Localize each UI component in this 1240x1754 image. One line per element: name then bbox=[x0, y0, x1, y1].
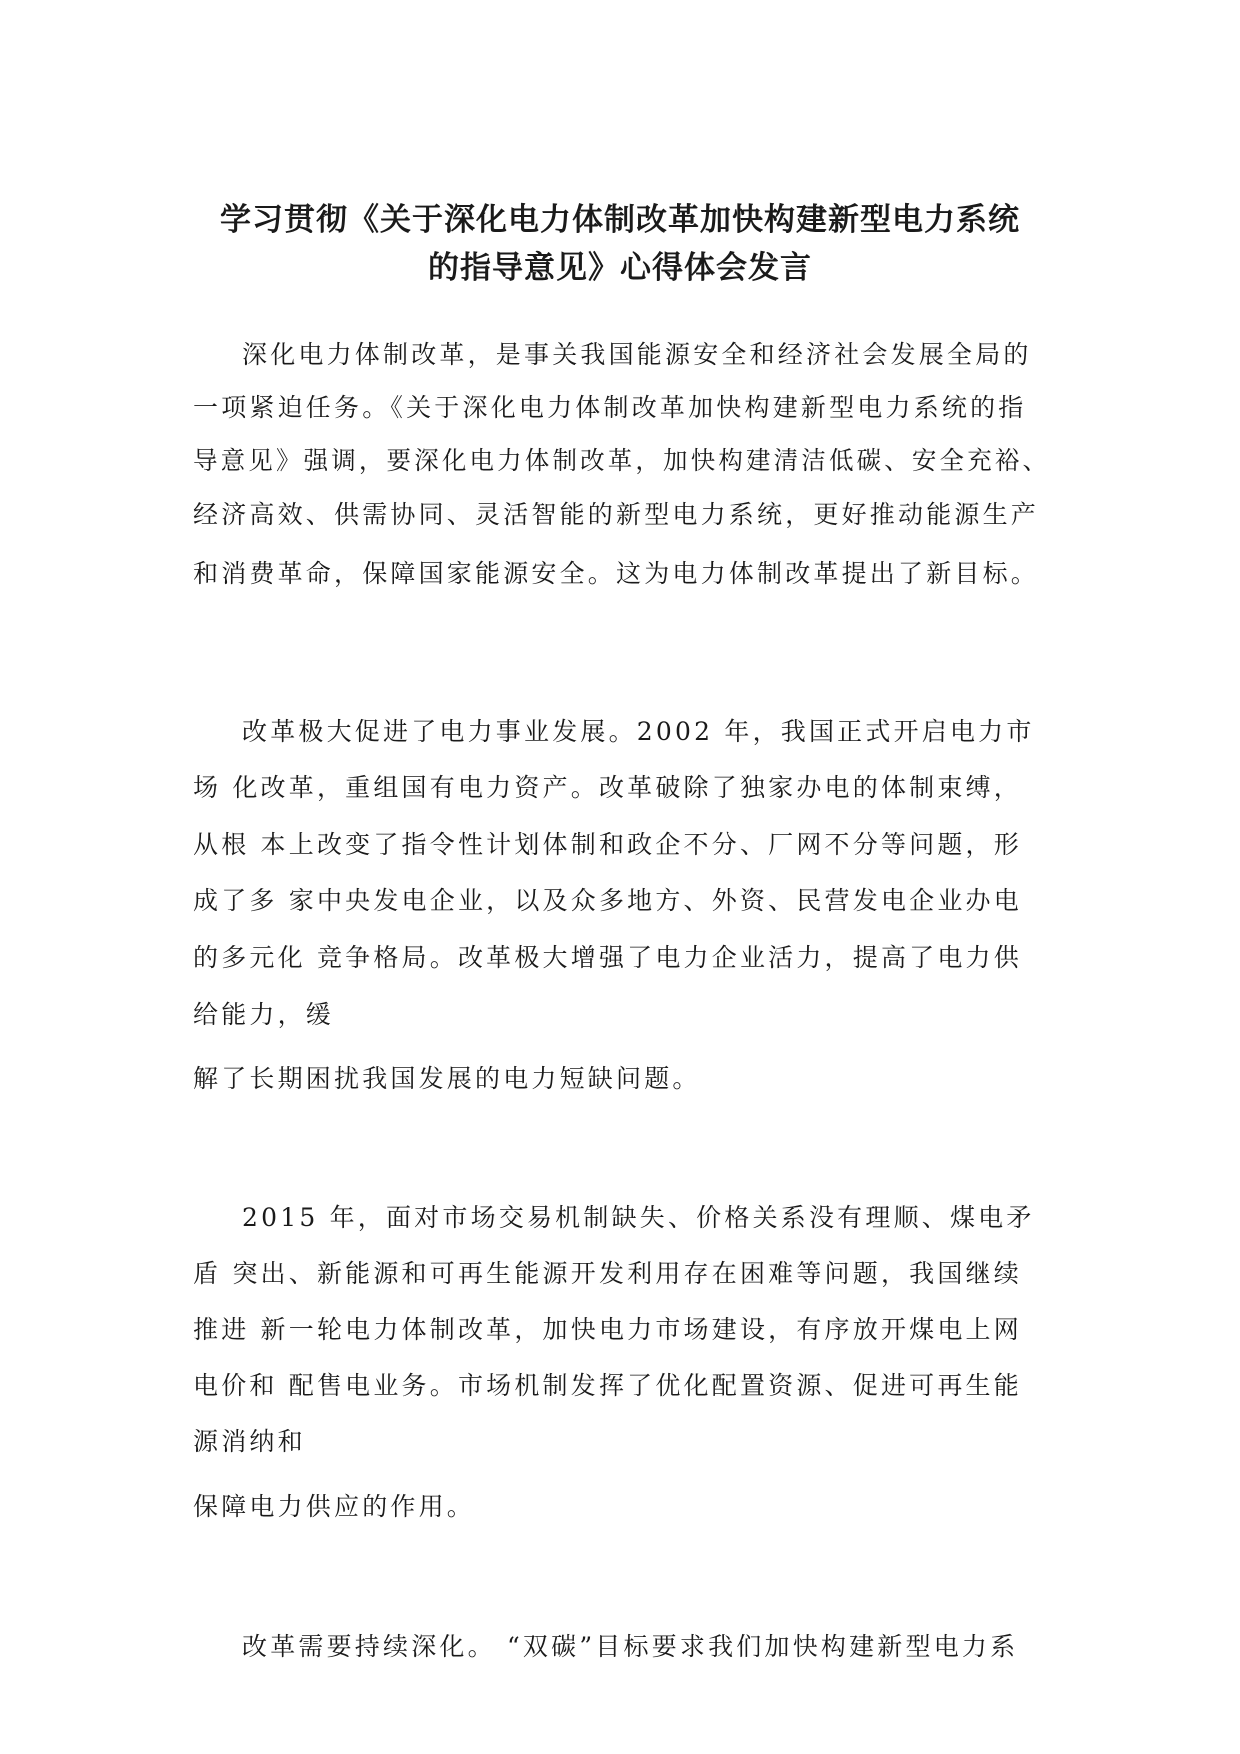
document-title bbox=[150, 196, 1090, 292]
paragraph-line: 保障电力供应的作用。 bbox=[193, 1492, 476, 1521]
paragraph-line: 2015 年，面对市场交易机制缺失、价格关系没有理顺、煤电矛 bbox=[242, 1203, 1035, 1232]
paragraph-line: 场 化改革，重组国有电力资产。改革破除了独家办电的体制束缚， bbox=[193, 773, 1022, 802]
paragraph-line: 导意见》强调，要深化电力体制改革，加快构建清洁低碳、安全充裕、 bbox=[193, 446, 1051, 475]
paragraph-line: 源消纳和 bbox=[193, 1427, 306, 1456]
title-line-2: 的指导意见》心得体会发言 bbox=[428, 250, 812, 286]
paragraph-line: 改革需要持续深化。 “双碳”目标要求我们加快构建新型电力系 bbox=[242, 1632, 1019, 1661]
paragraph-line: 的多元化 竞争格局。改革极大增强了电力企业活力，提高了电力供 bbox=[193, 943, 1022, 972]
paragraph-line: 给能力，缓 bbox=[193, 1000, 335, 1029]
paragraph-line: 盾 突出、新能源和可再生能源开发利用存在困难等问题，我国继续 bbox=[193, 1259, 1022, 1288]
paragraph-line: 经济高效、供需协同、灵活智能的新型电力系统，更好推动能源生产 bbox=[193, 500, 1040, 529]
paragraph-line: 从根 本上改变了指令性计划体制和政企不分、厂网不分等问题，形 bbox=[193, 830, 1022, 859]
paragraph-line: 深化电力体制改革，是事关我国能源安全和经济社会发展全局的 bbox=[242, 340, 1032, 369]
paragraph-line: 推进 新一轮电力体制改革，加快电力市场建设，有序放开煤电上网 bbox=[193, 1315, 1022, 1344]
paragraph-line: 解了长期困扰我国发展的电力短缺问题。 bbox=[193, 1064, 701, 1093]
paragraph-line: 一项紧迫任务。《关于深化电力体制改革加快构建新型电力系统的指 bbox=[193, 393, 1027, 422]
paragraph-line: 和消费革命，保障国家能源安全。这为电力体制改革提出了新目标。 bbox=[193, 559, 1040, 588]
title-line-1: 学习贯彻《关于深化电力体制改革加快构建新型电力系统 bbox=[220, 202, 1020, 238]
paragraph-line: 电价和 配售电业务。市场机制发挥了优化配置资源、促进可再生能 bbox=[193, 1371, 1022, 1400]
paragraph-line: 改革极大促进了电力事业发展。2002 年，我国正式开启电力市 bbox=[242, 717, 1035, 746]
paragraph-line: 成了多 家中央发电企业，以及众多地方、外资、民营发电企业办电 bbox=[193, 886, 1022, 915]
